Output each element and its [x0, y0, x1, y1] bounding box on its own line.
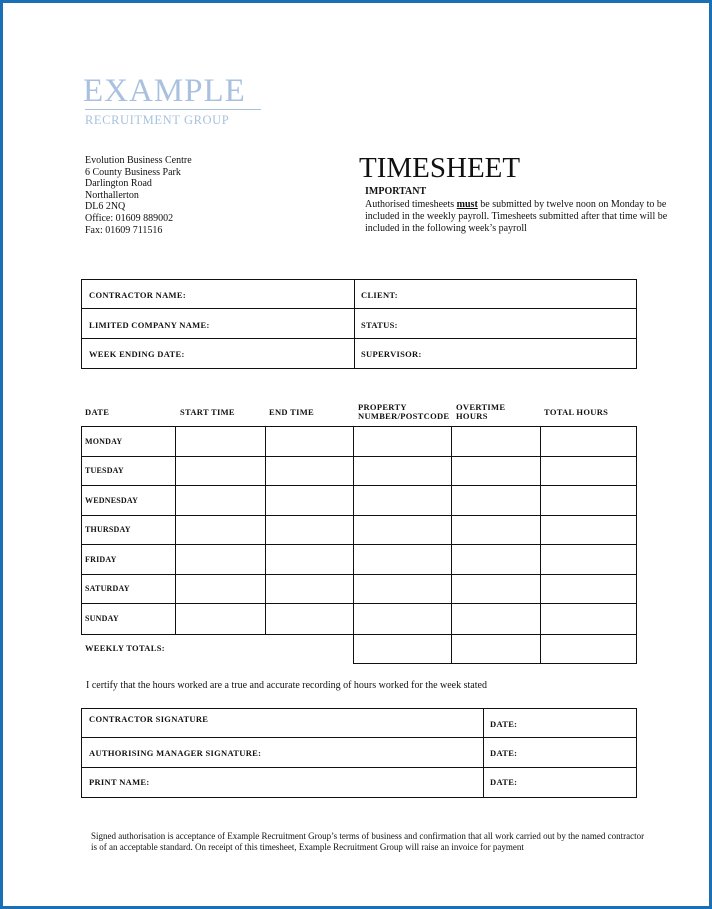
client-field[interactable]: CLIENT:: [361, 290, 398, 300]
header-property: [358, 403, 449, 421]
week-ending-date-field[interactable]: WEEK ENDING DATE:: [89, 349, 185, 359]
row-divider: [81, 767, 637, 768]
day-label-thursday: THURSDAY: [85, 525, 131, 534]
header-start-time: START TIME: [180, 407, 235, 417]
supervisor-field[interactable]: SUPERVISOR:: [361, 349, 422, 359]
address-line: Northallerton: [85, 189, 139, 201]
contractor-signature-field[interactable]: CONTRACTOR SIGNATURE: [89, 714, 209, 724]
day-label-tuesday: TUESDAY: [85, 466, 124, 475]
company-logo: EXAMPLE: [83, 73, 246, 109]
weekly-totals-box: [353, 633, 637, 664]
row-divider: [81, 574, 637, 575]
day-label-wednesday: WEDNESDAY: [85, 496, 139, 505]
header-property-line: PROPERTY: [358, 402, 407, 412]
day-label-friday: FRIDAY: [85, 555, 117, 564]
page-title: TIMESHEET: [359, 152, 521, 184]
company-address: [85, 155, 192, 236]
address-line: Fax: 01609 711516: [85, 224, 163, 236]
header-overtime-line: OVERTIME: [456, 402, 506, 412]
notice-emphasis: must: [456, 199, 478, 210]
column-divider: [483, 708, 484, 798]
row-divider: [81, 603, 637, 604]
row-divider: [81, 308, 637, 309]
header-end-time: END TIME: [269, 407, 314, 417]
day-label-saturday: SATURDAY: [85, 584, 130, 593]
header-property-line: NUMBER/POSTCODE: [358, 411, 450, 421]
manager-signature-date-field[interactable]: DATE:: [490, 748, 518, 758]
weekly-totals-label: WEEKLY TOTALS:: [85, 643, 165, 653]
contractor-signature-date-field[interactable]: DATE:: [490, 719, 518, 729]
row-divider: [81, 338, 637, 339]
address-line: DL6 2NQ: [85, 201, 126, 213]
day-label-sunday: SUNDAY: [85, 614, 119, 623]
address-line: Darlington Road: [85, 178, 152, 190]
column-divider: [175, 426, 176, 635]
header-total-hours: TOTAL HOURS: [544, 407, 609, 417]
address-line: 6 County Business Park: [85, 166, 181, 178]
certification-statement: I certify that the hours worked are a true and accurate recording of hours worked for the week stated: [86, 680, 487, 691]
print-name-field[interactable]: PRINT NAME:: [89, 777, 150, 787]
column-divider: [353, 426, 354, 635]
address-line: Office: 01609 889002: [85, 212, 174, 224]
header-overtime-hours: [456, 403, 505, 421]
column-divider: [354, 279, 355, 369]
important-heading: IMPORTANT: [365, 186, 427, 197]
address-line: Evolution Business Centre: [85, 155, 192, 166]
print-name-date-field[interactable]: DATE:: [490, 777, 518, 787]
notice-text: Authorised timesheets: [365, 199, 457, 210]
contractor-name-field[interactable]: CONTRACTOR NAME:: [89, 290, 186, 300]
column-divider: [540, 426, 541, 635]
limited-company-name-field[interactable]: LIMITED COMPANY NAME:: [89, 320, 210, 330]
important-notice: [365, 199, 685, 235]
row-divider: [81, 515, 637, 516]
logo-divider: [85, 109, 261, 110]
row-divider: [81, 456, 637, 457]
day-label-monday: MONDAY: [85, 437, 123, 446]
company-logo-tagline: RECRUITMENT GROUP: [85, 113, 230, 127]
row-divider: [81, 737, 637, 738]
header-overtime-line: HOURS: [456, 411, 488, 421]
column-divider: [265, 426, 266, 635]
row-divider: [81, 544, 637, 545]
footer-terms: Signed authorisation is acceptance of Example Recruitment Group’s terms of business and confirmation that all work carried out by the named contractor is of an acceptable standard. On receipt of this timesheet, Example Recruitment Group will raise an invoice for payment: [91, 831, 645, 852]
column-divider: [451, 426, 452, 635]
column-divider: [451, 633, 452, 664]
manager-signature-field[interactable]: AUTHORISING MANAGER SIGNATURE:: [89, 748, 262, 758]
status-field[interactable]: STATUS:: [361, 320, 398, 330]
notice-text: be submitted by twelve noon on Monday to be included in the weekly payroll. Timesheets submitted after that time will be included in the following week’s payroll: [365, 199, 668, 234]
row-divider: [81, 485, 637, 486]
header-date: DATE: [85, 407, 110, 417]
column-divider: [540, 633, 541, 664]
